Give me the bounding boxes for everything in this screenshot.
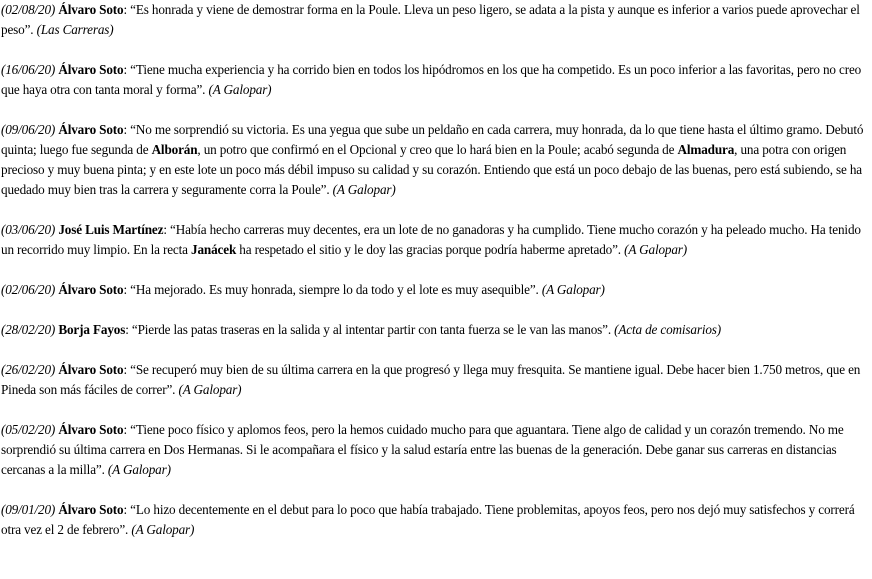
quote-text: ha respetado el sitio y le doy las gracias porque podría haberme apretado”. bbox=[236, 242, 621, 257]
quote-text: “Ha mejorado. Es muy honrada, siempre lo da todo y el lote es muy asequible”. bbox=[130, 282, 539, 297]
comment-source: (Acta de comisarios) bbox=[614, 322, 722, 337]
comment-entry: (09/06/20) Álvaro Soto: “No me sorprendió su victoria. Es una yegua que sube un peldaño en cada carrera, muy honrada, da lo que tiene hasta el último gramo. Debutó quinta; luego fue segunda de Alborán, un potro que confirmó en el Opcional y creo que lo hará bien en la Poule; acabó segunda de Almadura, una potra con origen precioso y muy buena pinta; y en este lote un poco más débil impuso su calidad y su corazón. Entiendo que está un poco debajo de las buenas, pero está subiendo, se ha quedado muy bien tras la carrera y seguramente corra la Poule”. (A Galopar) bbox=[1, 122, 864, 197]
speaker-name: Álvaro Soto bbox=[58, 422, 124, 437]
comment-source: (Las Carreras) bbox=[36, 22, 114, 37]
quote-text: , un potro que confirmó en el Opcional y creo que lo hará bien en la Poule; acabó segunda de bbox=[197, 142, 678, 157]
comment-entry: (02/08/20) Álvaro Soto: “Es honrada y viene de demostrar forma en la Poule. Lleva un peso ligero, se adata a la pista y aunque es inferior a varios puede aprovechar el peso”. (Las Carreras) bbox=[1, 2, 860, 37]
speaker-name: José Luis Martínez bbox=[58, 222, 164, 237]
quote-text: “Es honrada y viene de demostrar forma en la Poule. Lleva un peso ligero, se adata a la pista y aunque es inferior a varios puede aprovechar el peso”. bbox=[1, 2, 860, 37]
comment-source: (A Galopar) bbox=[178, 382, 242, 397]
speaker-name: Álvaro Soto bbox=[58, 362, 124, 377]
quote-text: “Tiene mucha experiencia y ha corrido bien en todos los hipódromos en los que ha competido. Es un poco inferior a las favoritas, pero no creo que haya otra con tanta moral y forma”. bbox=[1, 62, 862, 97]
comment-entry: (05/02/20) Álvaro Soto: “Tiene poco físico y aplomos feos, pero la hemos cuidado mucho para que aguantara. Tiene algo de calidad y un corazón tremendo. No me sorprendió su última carrera en Dos Hermanas. Si le acompañara el físico y la salud estaría entre las buenas de la generación. Debe ganar sus carreras en distancias cercanas a la milla”. (A Galopar) bbox=[1, 422, 844, 477]
comment-date: (09/01/20) bbox=[1, 502, 56, 517]
comment-date: (03/06/20) bbox=[1, 222, 56, 237]
comment-entry: (28/02/20) Borja Fayos: “Pierde las patas traseras en la salida y al intentar partir con tanta fuerza se le van las manos”. (Acta de comisarios) bbox=[1, 322, 722, 337]
horse-name: Alborán bbox=[151, 142, 198, 157]
quote-text: “Tiene poco físico y aplomos feos, pero la hemos cuidado mucho para que aguantara. Tiene algo de calidad y un corazón tremendo. No me sorprendió su última carrera en Dos Hermanas. Si le acompañara el físico y la salud estaría entre las buenas de la generación. Debe ganar sus carreras en distancias cercanas a la milla”. bbox=[1, 422, 844, 477]
quote-text: “Se recuperó muy bien de su última carrera en la que progresó y llega muy fresquita. Se mantiene igual. Debe hacer bien 1.750 metros, que en Pineda son más fáciles de correr”. bbox=[1, 362, 861, 397]
comment-entry: (16/06/20) Álvaro Soto: “Tiene mucha experiencia y ha corrido bien en todos los hipódromos en los que ha competido. Es un poco inferior a las favoritas, pero no creo que haya otra con tanta moral y forma”. (A Galopar) bbox=[1, 62, 862, 97]
speaker-name: Álvaro Soto bbox=[58, 122, 124, 137]
comment-source: (A Galopar) bbox=[208, 82, 272, 97]
speaker-name: Borja Fayos bbox=[58, 322, 126, 337]
comment-source: (A Galopar) bbox=[131, 522, 195, 537]
comment-source: (A Galopar) bbox=[107, 462, 171, 477]
horse-name: Almadura bbox=[677, 142, 735, 157]
comment-entry: (03/06/20) José Luis Martínez: “Había hecho carreras muy decentes, era un lote de no ganadoras y ha cumplido. Tiene mucho corazón y ha peleado mucho. Ha tenido un recorrido muy limpio. En la recta Janácek ha respetado el sitio y le doy las gracias porque podría haberme apretado”. (A Galopar) bbox=[1, 222, 861, 257]
comment-date: (26/02/20) bbox=[1, 362, 56, 377]
quote-text: “Había hecho carreras muy decentes, era un lote de no ganadoras y ha cumplido. Tiene mucho corazón y ha peleado mucho. Ha tenido un recorrido muy limpio. En la recta bbox=[1, 222, 861, 257]
comment-entry: (09/01/20) Álvaro Soto: “Lo hizo decentemente en el debut para lo poco que había trabajado. Tiene problemitas, apoyos feos, pero nos dejó muy satisfechos y correrá otra vez el 2 de febrero”. (A Galopar) bbox=[1, 502, 855, 537]
comment-date: (02/06/20) bbox=[1, 282, 56, 297]
comment-entry: (26/02/20) Álvaro Soto: “Se recuperó muy bien de su última carrera en la que progresó y llega muy fresquita. Se mantiene igual. Debe hacer bien 1.750 metros, que en Pineda son más fáciles de correr”. (A Galopar) bbox=[1, 362, 861, 397]
quote-text: “No me sorprendió su victoria. Es una yegua que sube un peldaño en cada carrera, muy honrada, da lo que tiene hasta el último gramo. Debutó quinta; luego fue segunda de bbox=[1, 122, 864, 157]
comment-date: (28/02/20) bbox=[1, 322, 56, 337]
comment-date: (02/08/20) bbox=[1, 2, 56, 17]
comment-date: (16/06/20) bbox=[1, 62, 56, 77]
comment-date: (09/06/20) bbox=[1, 122, 56, 137]
comment-source: (A Galopar) bbox=[541, 282, 605, 297]
quote-text: , una potra con origen precioso y muy buena pinta; y en este lote un poco más débil impuso su calidad y su corazón. Entiendo que está un poco debajo de las buenas, pero está subiendo, se ha quedado muy bien tras la carrera y seguramente corra la Poule”. bbox=[1, 142, 862, 197]
speaker-name: Álvaro Soto bbox=[58, 2, 124, 17]
quote-text: “Lo hizo decentemente en el debut para lo poco que había trabajado. Tiene problemitas, apoyos feos, pero nos dejó muy satisfechos y correrá otra vez el 2 de febrero”. bbox=[1, 502, 855, 537]
comment-source: (A Galopar) bbox=[624, 242, 688, 257]
comment-entry: (02/06/20) Álvaro Soto: “Ha mejorado. Es muy honrada, siempre lo da todo y el lote es muy asequible”. (A Galopar) bbox=[1, 282, 605, 297]
speaker-name: Álvaro Soto bbox=[58, 282, 124, 297]
speaker-name: Álvaro Soto bbox=[58, 62, 124, 77]
comment-date: (05/02/20) bbox=[1, 422, 56, 437]
quote-text: “Pierde las patas traseras en la salida y al intentar partir con tanta fuerza se le van las manos”. bbox=[131, 322, 611, 337]
comment-source: (A Galopar) bbox=[332, 182, 396, 197]
speaker-name: Álvaro Soto bbox=[58, 502, 124, 517]
horse-name: Janácek bbox=[191, 242, 237, 257]
